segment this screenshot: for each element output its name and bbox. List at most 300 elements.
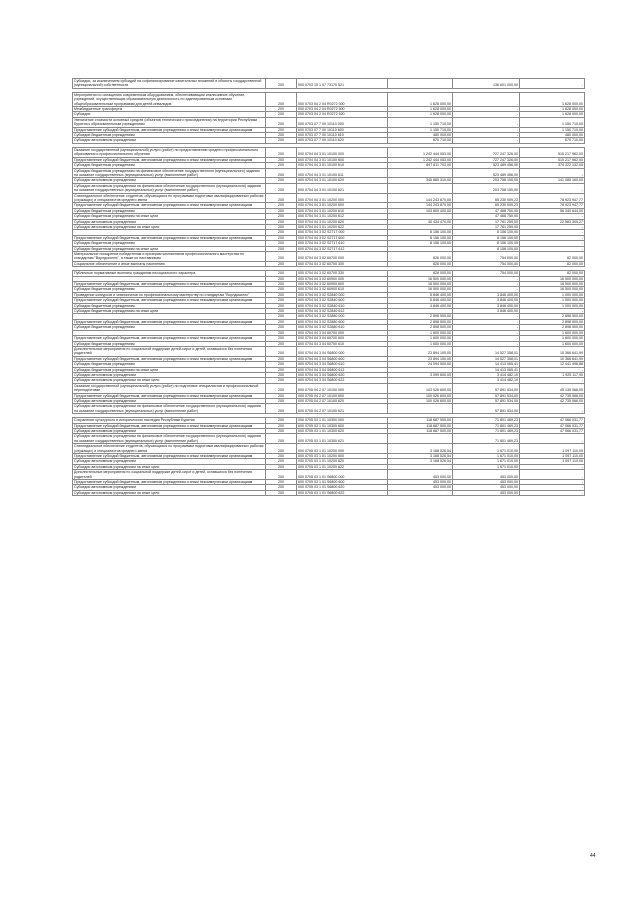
row-approved-cell: 453 000,00 <box>388 470 453 480</box>
table-row <box>73 454 585 459</box>
row-executed-cell: - <box>453 107 520 112</box>
row-classification-cell: 000 0703 07 7 00 10110 620 <box>297 138 388 143</box>
row-code-cell: 200 <box>266 193 297 203</box>
row-unexecuted-cell: 1 600 000,00 <box>520 341 585 346</box>
row-code-cell: 200 <box>266 230 297 235</box>
row-unexecuted-cell: - <box>520 309 585 314</box>
row-code-cell: 200 <box>266 341 297 346</box>
budget-report-sheet <box>72 78 583 496</box>
row-code-cell: 200 <box>266 138 297 143</box>
row-unexecuted-cell: 480 000,00 <box>520 133 585 138</box>
row-name-cell: Субсидии автономным учреждениям на иные цели <box>73 224 266 229</box>
row-name-cell: Предоставление субсидий бюджетным, автономным учреждениям и иным некоммерческим организациям <box>73 393 266 398</box>
row-approved-cell: 1 150 710,00 <box>388 117 453 127</box>
table-row <box>73 378 585 383</box>
row-unexecuted-cell: 1 000 000,00 <box>520 292 585 297</box>
row-approved-cell: 4 846 400,00 <box>388 303 453 308</box>
row-unexecuted-cell: - <box>520 367 585 372</box>
row-classification-cell: 000 0704 04 3 01 10100 621 <box>297 183 388 193</box>
row-classification-cell: 000 0704 04 3 02 60900 610 <box>297 287 388 292</box>
row-code-cell: 200 <box>266 418 297 423</box>
row-executed-cell: 8 156 100,00 <box>453 235 520 240</box>
row-executed-cell: 71 801 469,23 <box>453 434 520 444</box>
row-classification-cell: 000 0705 03 1 01 S6800 600 <box>297 480 388 485</box>
row-unexecuted-cell: - <box>520 79 585 89</box>
table-row <box>73 235 585 240</box>
row-approved-cell: 670 710,00 <box>388 138 453 143</box>
row-code-cell: 200 <box>266 287 297 292</box>
row-name-cell: Увеличение стоимости основных средств (объектов технического присоединения) на территории Республики Бурятия к образовательным учреждениям <box>73 117 266 127</box>
row-name-cell: Сохранение культурного и исторического наследия Республики Бурятия <box>73 418 266 423</box>
row-code-cell: 200 <box>266 314 297 319</box>
table-row <box>73 464 585 469</box>
row-executed-cell: 727 247 326,00 <box>453 147 520 157</box>
row-executed-cell: - <box>453 287 520 292</box>
row-name-cell: Субсидии бюджетным учреждениям <box>73 133 266 138</box>
row-code-cell: 200 <box>266 398 297 403</box>
row-code-cell: 200 <box>266 261 297 266</box>
row-approved-cell: 826 000,00 <box>388 261 453 266</box>
row-executed-cell: 65 230 009,23 <box>453 203 520 208</box>
row-unexecuted-cell: 1 628 000,00 <box>520 107 585 112</box>
row-classification-cell: 000 0704 04 3 04 60700 600 <box>297 336 388 341</box>
row-classification-cell: 000 0703 15 1 07 73170 521 <box>297 79 388 89</box>
row-name-cell: Субсидии бюджетным учреждениям <box>73 287 266 292</box>
row-code-cell: 200 <box>266 429 297 434</box>
row-classification-cell: 000 0705 04 2 07 10100 620 <box>297 398 388 403</box>
row-executed-cell: 453 000,00 <box>453 490 520 495</box>
row-unexecuted-cell: - <box>520 183 585 193</box>
row-executed-cell: 1 671 010,00 <box>453 459 520 464</box>
row-executed-cell: 1 671 010,00 <box>453 464 520 469</box>
row-unexecuted-cell: 56 340 644,00 <box>520 208 585 213</box>
row-approved-cell: 118 687 500,00 <box>388 418 453 423</box>
row-unexecuted-cell: 670 710,00 <box>520 138 585 143</box>
row-approved-cell <box>388 79 453 89</box>
row-unexecuted-cell: 1 925 117,90 <box>520 372 585 377</box>
row-approved-cell: 1 600 000,00 <box>388 336 453 341</box>
row-executed-cell: - <box>453 325 520 330</box>
row-unexecuted-cell: 1 097 110,00 <box>520 459 585 464</box>
row-code-cell: 200 <box>266 127 297 132</box>
table-row <box>73 434 585 444</box>
row-unexecuted-cell: - <box>520 485 585 490</box>
row-name-cell: Субсидии бюджетным учреждениям на иные цели <box>73 367 266 372</box>
row-classification-cell: 000 0705 03 1 01 10200 620 <box>297 459 388 464</box>
row-unexecuted-cell: - <box>520 434 585 444</box>
row-classification-cell: 000 0704 04 3 02 S2717 610 <box>297 241 388 246</box>
row-classification-cell: 000 0703 07 7 00 10110 600 <box>297 127 388 132</box>
row-code-cell: 200 <box>266 235 297 240</box>
row-name-cell: Мероприятия по оснащению современным оборудованием, обеспечивающим инклюзивное обучение, учреждений, осуществляющих образовательную деятельность по адаптированным основным общеобразовательным программам для детей-инвалидов <box>73 92 266 106</box>
row-approved-cell: 3 168 526,54 <box>388 459 453 464</box>
row-unexecuted-cell: 1 500 000,00 <box>520 298 585 303</box>
row-classification-cell: 000 0705 03 1 01 S6800 622 <box>297 490 388 495</box>
row-code-cell: 200 <box>266 224 297 229</box>
row-classification-cell: 000 0704 04 3 01 10100 620 <box>297 178 388 183</box>
table-row <box>73 214 585 219</box>
row-approved-cell: 5 846 400,00 <box>388 292 453 297</box>
row-name-cell: Предоставление субсидий бюджетным, автономным учреждениям и иным некоммерческим организациям <box>73 298 266 303</box>
row-classification-cell: 000 0704 04 3 02 S2840 600 <box>297 298 388 303</box>
row-code-cell: 200 <box>266 178 297 183</box>
row-classification-cell: 000 0704 04 3 04 60700 610 <box>297 341 388 346</box>
row-approved-cell <box>388 168 453 178</box>
row-approved-cell: 23 894 100,00 <box>388 356 453 361</box>
row-name-cell: Субсидии автономным учреждениям на финансовое обеспечение государственного (муниципального) задания на оказание государственных (муниципальных) услуг (выполнение работ) <box>73 434 266 444</box>
row-approved-cell: 1 242 444 053,00 <box>388 147 453 157</box>
row-code-cell: 200 <box>266 298 297 303</box>
row-unexecuted-cell: - <box>520 378 585 383</box>
row-name-cell: Стипендиальное обеспечение студентов, обучающихся по программам подготовки квалифицированных рабочих (служащих) и специалистов среднего звена <box>74 444 264 453</box>
row-code-cell: 200 <box>266 459 297 464</box>
row-unexecuted-cell: 42 735 066,00 <box>520 393 585 398</box>
row-classification-cell: 000 0704 04 3 02 60700 300 <box>297 261 388 266</box>
row-approved-cell: 1 628 000,00 <box>388 112 453 117</box>
table-row <box>73 193 585 203</box>
page-number: 44 <box>590 853 596 859</box>
row-unexecuted-cell: 10 366 641,99 <box>520 346 585 356</box>
row-approved-cell: 3 168 526,54 <box>388 444 453 454</box>
row-unexecuted-cell: 47 066 031,77 <box>520 429 585 434</box>
table-row <box>73 444 585 454</box>
row-code-cell: 200 <box>266 464 297 469</box>
row-classification-cell: 000 0704 04 3 01 10200 610 <box>297 208 388 213</box>
row-classification-cell: 000 0705 04 2 07 10100 000 <box>297 383 388 393</box>
row-approved-cell: 453 000,00 <box>388 480 453 485</box>
row-classification-cell: 000 0704 04 3 02 S2717 612 <box>297 246 388 251</box>
table-row <box>73 393 585 398</box>
row-code-cell: 200 <box>266 444 297 454</box>
row-code-cell: 200 <box>266 252 297 262</box>
row-classification-cell: 000 0704 04 3 02 60900 600 <box>297 282 388 287</box>
row-name-cell: Субсидии автономным учреждениям на иные цели <box>73 464 266 469</box>
row-code-cell: 200 <box>266 346 297 356</box>
row-classification-cell: 000 0704 04 3 02 S2840 612 <box>297 309 388 314</box>
row-unexecuted-cell: 1 150 710,00 <box>520 117 585 127</box>
row-executed-cell: - <box>453 319 520 324</box>
row-name-cell: Субсидии бюджетным учреждениям на иные цели <box>73 309 266 314</box>
table-row <box>73 418 585 423</box>
row-code-cell: 200 <box>266 292 297 297</box>
row-unexecuted-cell: 2 898 500,00 <box>520 325 585 330</box>
row-code-cell: 200 <box>266 183 297 193</box>
row-code-cell: 200 <box>266 92 297 106</box>
row-name-cell: Субсидии бюджетным учреждениям <box>73 208 266 213</box>
row-classification-cell: 000 0703 04 2 04 R0272 520 <box>297 112 388 117</box>
row-executed-cell: 754 000,00 <box>453 261 520 266</box>
row-code-cell: 200 <box>266 434 297 444</box>
row-code-cell: 200 <box>266 208 297 213</box>
row-executed-cell: 17 761 259,00 <box>453 219 520 224</box>
row-executed-cell: 453 000,00 <box>453 485 520 490</box>
row-name-cell: Дополнительные мероприятия по социальной поддержке детей-сирот и детей, оставшихся без попечения родителей <box>73 470 266 480</box>
row-executed-cell: - <box>453 341 520 346</box>
row-unexecuted-cell: 10 366 641,99 <box>520 356 585 361</box>
row-name-cell: Предоставление субсидий бюджетным, автономным учреждениям и иным некоммерческим организациям <box>73 235 266 240</box>
row-executed-cell: 3 846 400,00 <box>453 298 520 303</box>
row-unexecuted-cell: 1 000 000,00 <box>520 303 585 308</box>
row-approved-cell: 16 500 000,00 <box>388 287 453 292</box>
row-executed-cell: 3 846 400,00 <box>453 309 520 314</box>
row-name-cell: Субсидии автономным учреждениям <box>73 398 266 403</box>
row-name-cell: Предоставление субсидий бюджетным, автономным учреждениям и иным некоммерческим организациям <box>73 336 266 341</box>
row-approved-cell: 8 156 100,00 <box>388 230 453 235</box>
row-executed-cell: 3 846 400,00 <box>453 303 520 308</box>
table-row <box>73 423 585 428</box>
row-unexecuted-cell: 16 500 000,00 <box>520 287 585 292</box>
row-approved-cell: 100 026 600,00 <box>388 398 453 403</box>
row-unexecuted-cell: - <box>520 246 585 251</box>
row-code-cell: 200 <box>266 147 297 157</box>
row-classification-cell: 000 0704 04 3 04 S6800 000 <box>297 346 388 356</box>
row-unexecuted-cell: 82 000,00 <box>520 252 585 262</box>
row-classification-cell: 000 0704 04 3 01 10200 622 <box>297 224 388 229</box>
row-approved-cell: 118 687 500,00 <box>388 429 453 434</box>
table-row <box>73 79 585 89</box>
table-row <box>73 383 585 393</box>
row-code-cell: 200 <box>266 372 297 377</box>
row-name-cell: Предоставление субсидий бюджетным, автономным учреждениям и иным некоммерческим организациям <box>73 203 266 208</box>
row-approved-cell: 103 026 600,00 <box>388 383 453 393</box>
row-approved-cell <box>388 404 453 414</box>
table-row <box>73 261 585 266</box>
row-executed-cell: 14 413 065,41 <box>453 362 520 367</box>
row-executed-cell: 47 468 750,00 <box>453 208 520 213</box>
row-code-cell: 200 <box>266 163 297 168</box>
row-code-cell: 200 <box>266 485 297 490</box>
row-executed-cell: 1 671 010,00 <box>453 454 520 459</box>
row-name-cell: Субсидии автономным учреждениям на финансовое обеспечение государственного (муниципального) задания на оказание государственных (муниципальных) услуг (выполнение работ) <box>73 404 266 414</box>
row-approved-cell: 3 168 526,54 <box>388 454 453 459</box>
row-executed-cell: 65 230 009,23 <box>453 193 520 203</box>
row-unexecuted-cell: - <box>520 490 585 495</box>
row-classification-cell: 000 0705 03 1 01 10200 622 <box>297 464 388 469</box>
row-approved-cell: 103 809 400,00 <box>388 208 453 213</box>
row-executed-cell: 203 758 150,00 <box>453 183 520 193</box>
row-code-cell: 200 <box>266 423 297 428</box>
row-code-cell: 200 <box>266 367 297 372</box>
table-row <box>73 346 585 356</box>
row-code-cell: 200 <box>266 454 297 459</box>
row-executed-cell: 14 527 358,01 <box>453 346 520 356</box>
table-row <box>73 92 585 106</box>
row-classification-cell: 000 0704 04 3 01 10200 600 <box>297 203 388 208</box>
row-approved-cell: 144 243 870,00 <box>388 203 453 208</box>
row-unexecuted-cell: 47 066 031,77 <box>520 423 585 428</box>
table-row <box>73 224 585 229</box>
row-unexecuted-cell: 82 000,00 <box>520 271 585 276</box>
table-row <box>73 404 585 414</box>
row-executed-cell: 71 801 469,23 <box>453 418 520 423</box>
row-executed-cell: 8 156 100,00 <box>453 246 520 251</box>
row-executed-cell: 727 247 326,00 <box>453 157 520 162</box>
row-classification-cell: 000 0704 04 3 02 S2717 600 <box>297 235 388 240</box>
row-name-cell: Субсидии бюджетным учреждениям на финансовое обеспечение государственного (муниципального) задания на оказание государственных (муниципальных) услуг (выполнение работ) <box>73 168 266 178</box>
row-code-cell: 200 <box>266 203 297 208</box>
table-row <box>73 356 585 361</box>
row-name-cell: Проведение конкурсов и чемпионатов по профессиональному мастерству по стандартам "Ворлдскиллс" <box>73 292 266 297</box>
row-unexecuted-cell: - <box>520 480 585 485</box>
row-executed-cell: 47 468 750,00 <box>453 214 520 219</box>
row-classification-cell: 000 0705 04 2 07 10100 600 <box>297 393 388 398</box>
row-approved-cell: 40 434 470,00 <box>388 219 453 224</box>
table-row <box>73 147 585 157</box>
row-executed-cell: 57 891 534,00 <box>453 398 520 403</box>
row-name-cell: Предоставление субсидий бюджетным, автономным учреждениям и иным некоммерческим организациям <box>73 356 266 361</box>
row-unexecuted-cell: 78 923 947,77 <box>520 193 585 203</box>
row-classification-cell: 000 0704 04 3 02 S2840 000 <box>297 292 388 297</box>
table-row <box>73 470 585 480</box>
row-name-cell: Предоставление субсидий бюджетным, автономным учреждениям и иным некоммерческим организациям <box>73 282 266 287</box>
row-classification-cell: 000 0705 03 1 01 S6800 620 <box>297 485 388 490</box>
row-approved-cell: 3 099 600,00 <box>388 372 453 377</box>
row-code-cell: 200 <box>266 362 297 367</box>
table-row <box>73 292 585 297</box>
row-executed-cell: - <box>453 314 520 319</box>
row-approved-cell: 144 243 870,00 <box>388 193 453 203</box>
row-name-cell: Стипендиальное обеспечение студентов, обучающихся по программам подготовки квалифицированных рабочих (служащих) и специалистов среднего звена <box>74 193 264 202</box>
row-name-cell: Субсидии бюджетным учреждениям <box>73 325 266 330</box>
table-row <box>73 117 585 127</box>
row-name-cell: Предоставление субсидий бюджетным, автономным учреждениям и иным некоммерческим организациям <box>73 319 266 324</box>
row-executed-cell: 71 801 469,23 <box>453 429 520 434</box>
row-classification-cell: 000 0703 04 2 04 R0272 500 <box>297 107 388 112</box>
row-classification-cell: 000 0704 04 3 02 60700 000 <box>297 252 388 262</box>
row-name-cell: Предоставление субсидий бюджетным, автономным учреждениям и иным некоммерческим организациям <box>73 480 266 485</box>
row-approved-cell: 2 898 500,00 <box>388 319 453 324</box>
row-classification-cell: 000 0704 04 3 02 S2880 000 <box>297 314 388 319</box>
row-code-cell: 200 <box>266 241 297 246</box>
row-executed-cell: 71 801 469,23 <box>453 423 520 428</box>
row-classification-cell: 000 0704 04 3 02 60900 000 <box>297 276 388 281</box>
row-name-cell: Публичные нормативные выплаты гражданам несоциального характера <box>73 271 266 276</box>
row-approved-cell: 100 026 600,00 <box>388 393 453 398</box>
row-classification-cell: 000 0704 04 3 01 10200 612 <box>297 214 388 219</box>
row-executed-cell: 57 891 534,00 <box>453 383 520 393</box>
row-unexecuted-cell: 1 600 000,00 <box>520 336 585 341</box>
row-classification-cell: 000 0704 04 3 02 S2840 610 <box>297 303 388 308</box>
row-name-cell: Субсидии бюджетным учреждениям <box>73 362 266 367</box>
row-executed-cell: 3 414 482,10 <box>453 378 520 383</box>
table-row <box>73 203 585 208</box>
row-executed-cell: 8 156 100,00 <box>453 241 520 246</box>
row-name-cell: Предоставление субсидий бюджетным, автономным учреждениям и иным некоммерческим организациям <box>73 423 266 428</box>
row-name-cell: Субсидии автономным учреждениям <box>73 485 266 490</box>
row-code-cell: 200 <box>266 276 297 281</box>
row-approved-cell: 1 628 000,00 <box>388 107 453 112</box>
table-row <box>73 298 585 303</box>
row-unexecuted-cell: - <box>520 168 585 178</box>
row-code-cell: 200 <box>266 490 297 495</box>
row-code-cell: 200 <box>266 214 297 219</box>
row-unexecuted-cell: 1 150 710,00 <box>520 127 585 132</box>
row-classification-cell: 000 0704 04 3 01 10100 000 <box>297 147 388 157</box>
row-name-cell: Оказание государственной (муниципальной) услуги (работ) по предоставлению среднего профессионального образования и профессионального обучения <box>73 147 266 157</box>
table-row <box>73 252 585 262</box>
row-approved-cell: 16 500 000,00 <box>388 282 453 287</box>
row-unexecuted-cell: 16 500 000,00 <box>520 276 585 281</box>
row-code-cell: 200 <box>266 282 297 287</box>
row-code-cell: 200 <box>266 378 297 383</box>
row-code-cell: 200 <box>266 219 297 224</box>
row-unexecuted-cell: 141 085 160,00 <box>520 178 585 183</box>
row-name-cell: Субсидии автономным учреждениям <box>73 459 266 464</box>
row-code-cell: 200 <box>266 336 297 341</box>
row-executed-cell: - <box>453 112 520 117</box>
row-unexecuted-cell: - <box>520 214 585 219</box>
row-classification-cell: 000 0704 04 3 04 S6800 622 <box>297 378 388 383</box>
table-row <box>73 490 585 495</box>
row-name-cell: Субсидии, за исключением субсидий на софинансирование капитальных вложений в объекты государственной (муниципальной) собственности <box>73 79 266 89</box>
row-classification-cell: 000 0704 04 3 02 S2717 000 <box>297 230 388 235</box>
row-name-cell: Субсидии бюджетным учреждениям <box>73 341 266 346</box>
row-classification-cell: 000 0704 04 3 01 10100 600 <box>297 157 388 162</box>
row-name-cell: Предоставление субсидий бюджетным, автономным учреждениям и иным некоммерческим организациям <box>73 157 266 162</box>
row-name-cell: Дополнительные мероприятия по социальной поддержке детей-сирот и детей, оставшихся без попечения родителей <box>73 346 266 356</box>
row-approved-cell: 480 000,00 <box>388 133 453 138</box>
row-name-cell: Субсидии <box>73 112 266 117</box>
row-approved-cell: 826 000,00 <box>388 252 453 262</box>
row-name-cell: Субсидии бюджетным учреждениям на иные цели <box>73 214 266 219</box>
row-executed-cell: 17 761 259,00 <box>453 224 520 229</box>
row-executed-cell: - <box>453 276 520 281</box>
row-approved-cell: 23 894 100,00 <box>388 346 453 356</box>
row-classification-cell: 000 0704 04 3 04 S6800 600 <box>297 356 388 361</box>
row-approved-cell: 1 600 000,00 <box>388 330 453 335</box>
row-unexecuted-cell: - <box>520 235 585 240</box>
row-unexecuted-cell: - <box>520 241 585 246</box>
row-executed-cell: 453 000,00 <box>453 470 520 480</box>
row-code-cell: 200 <box>266 480 297 485</box>
row-name-cell: Субсидии автономным учреждениям <box>73 372 266 377</box>
row-executed-cell: 8 156 100,00 <box>453 230 520 235</box>
row-classification-cell: 000 0703 07 7 00 10110 610 <box>297 133 388 138</box>
row-executed-cell: 57 891 534,00 <box>453 404 520 414</box>
row-executed-cell: 453 000,00 <box>453 480 520 485</box>
row-executed-cell: - <box>453 330 520 335</box>
row-executed-cell: - <box>453 282 520 287</box>
row-unexecuted-cell: - <box>520 404 585 414</box>
row-classification-cell: 000 0704 04 3 01 10200 620 <box>297 219 388 224</box>
row-approved-cell: 345 665 310,00 <box>388 178 453 183</box>
row-executed-cell: - <box>453 336 520 341</box>
row-unexecuted-cell: 16 500 000,00 <box>520 282 585 287</box>
row-name-cell: Субсидии автономным учреждениям <box>73 429 266 434</box>
row-approved-cell: 453 000,00 <box>388 485 453 490</box>
row-name-cell: Субсидии бюджетным учреждениям на иные цели <box>73 246 266 251</box>
row-name-cell: Предоставление субсидий бюджетным, автономным учреждениям и иным некоммерческим организациям <box>73 454 266 459</box>
row-approved-cell: 1 600 000,00 <box>388 341 453 346</box>
row-code-cell: 200 <box>266 309 297 314</box>
row-code-cell: 200 <box>266 356 297 361</box>
row-executed-cell: 1 671 010,00 <box>453 444 520 454</box>
row-classification-cell: 000 0703 07 7 00 10110 000 <box>297 117 388 127</box>
table-row <box>73 183 585 193</box>
row-classification-cell: 000 0704 04 3 02 S2880 600 <box>297 319 388 324</box>
row-classification-cell: 000 0704 04 3 04 S6800 612 <box>297 367 388 372</box>
row-code-cell: 200 <box>266 271 297 276</box>
row-approved-cell: 2 898 500,00 <box>388 314 453 319</box>
table-row <box>73 309 585 314</box>
row-name-cell: Субсидии бюджетным учреждениям <box>73 241 266 246</box>
row-unexecuted-cell: 42 735 066,00 <box>520 398 585 403</box>
row-classification-cell: 000 0705 03 1 01 10200 600 <box>297 454 388 459</box>
row-classification-cell: 000 0705 03 1 01 10300 621 <box>297 434 388 444</box>
row-approved-cell: 826 000,00 <box>388 271 453 276</box>
row-unexecuted-cell: 515 217 962,00 <box>520 147 585 157</box>
row-code-cell: 200 <box>266 107 297 112</box>
